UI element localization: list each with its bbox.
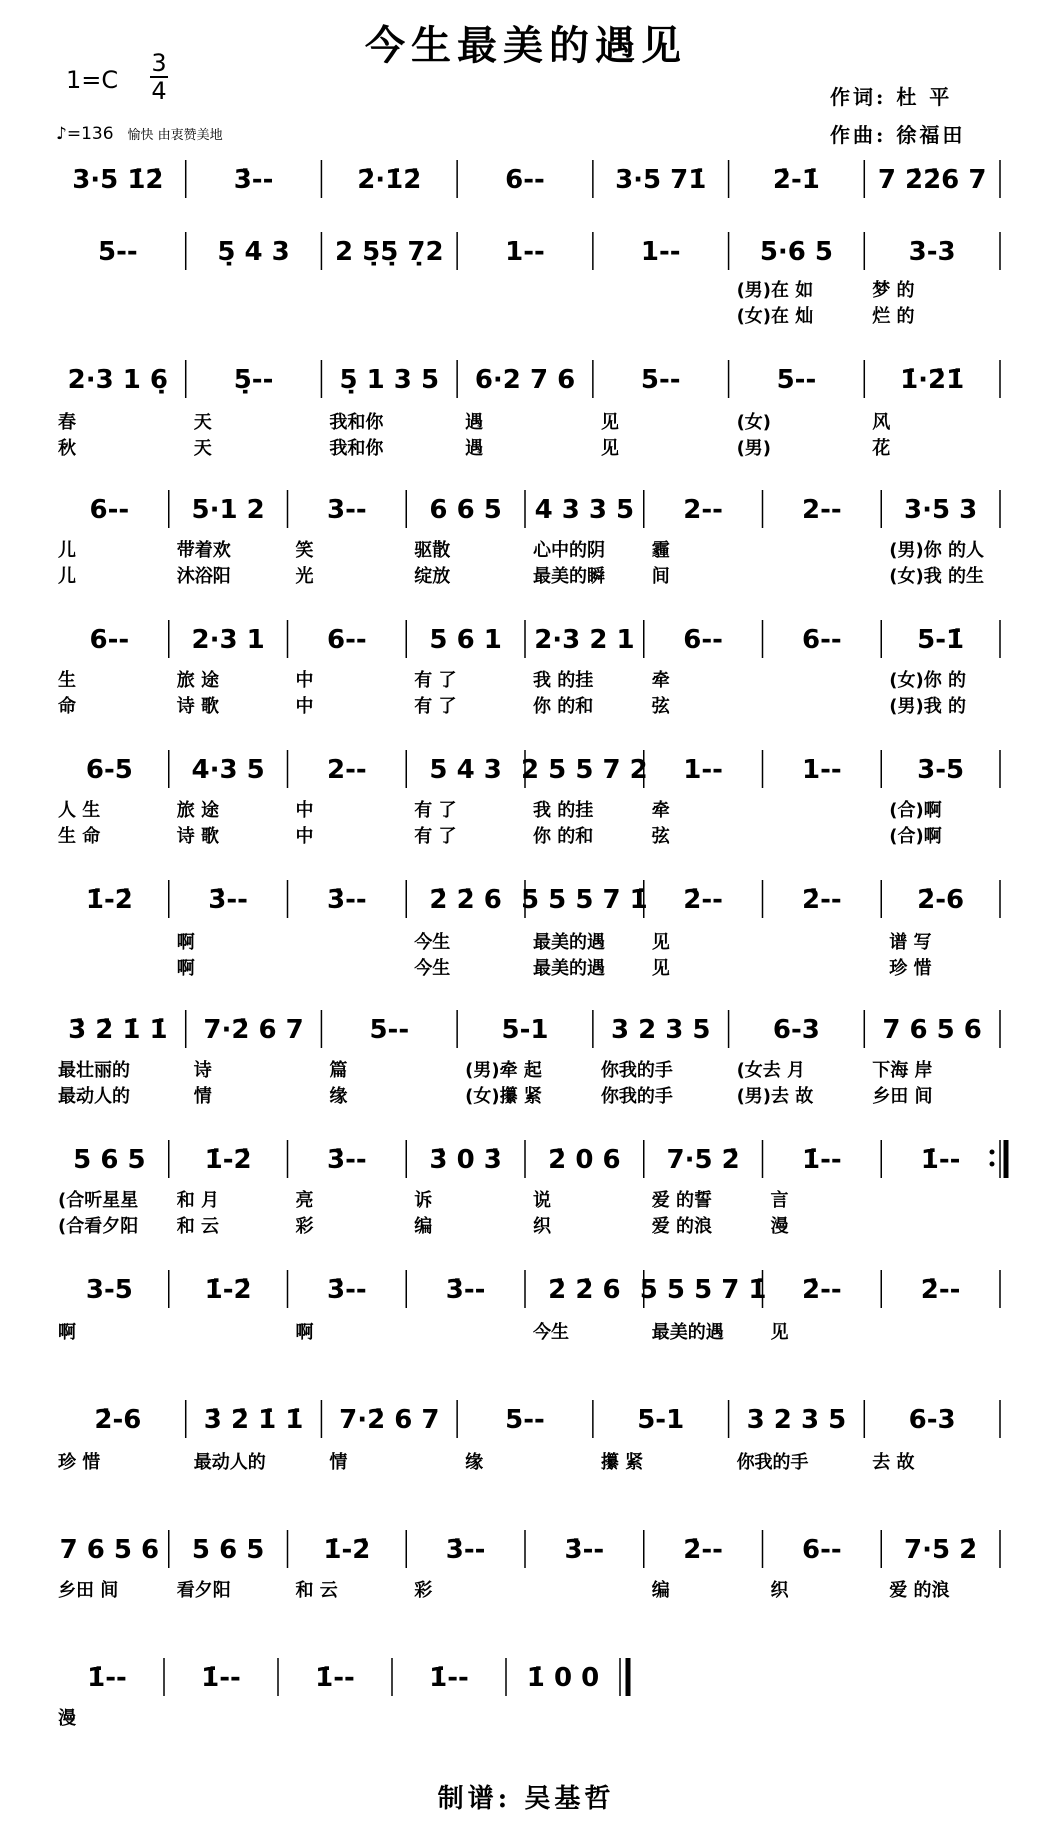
measure-lyric: 弦	[651, 696, 670, 717]
measure-lyric: 和 云	[176, 1216, 220, 1237]
measure-lyric: 人 生	[58, 800, 101, 821]
repeat-dot	[990, 1162, 995, 1167]
measure-notes: 4·3 5	[191, 755, 265, 785]
measure-notes: 1̇--	[429, 1663, 469, 1693]
measure-notes: 1̇--	[87, 1663, 127, 1693]
measure-notes: 5 6 5	[73, 1145, 146, 1175]
measure-notes: 1̇·2̇1̇	[900, 365, 965, 395]
measure-notes: 5 5 5 7 1̇	[639, 1275, 767, 1305]
measure-lyric: (女)你 的	[889, 670, 966, 691]
measure-lyric: (女)我 的生	[889, 566, 984, 587]
measure-lyric: (女)攥 紧	[465, 1086, 542, 1107]
measure-notes: 6--	[683, 625, 723, 655]
measure-lyric: 梦 的	[872, 280, 915, 301]
measure-notes: 6 6 5	[429, 495, 502, 525]
system-3	[58, 360, 1000, 459]
measure-notes: 5̣ 4 3	[217, 237, 290, 267]
measure-lyric: 最美的瞬	[533, 566, 605, 587]
measure-notes: 5-1	[501, 1015, 549, 1045]
measure-lyric: 情	[329, 1452, 348, 1473]
measure-lyric: 诗 歌	[176, 826, 220, 847]
measure-notes: 1̇--	[920, 1145, 961, 1175]
measure-lyric: 我和你	[329, 412, 384, 433]
measure-lyric: 见	[600, 412, 619, 433]
measure-notes: 7 6 5 6	[59, 1535, 160, 1565]
measure-notes: 2·3 1	[191, 625, 265, 655]
song-title: 今生最美的遇见	[365, 22, 687, 69]
system-7	[86, 880, 1000, 979]
measure-notes: 3̇--	[233, 165, 274, 195]
measure-notes: 7 6 5 6	[882, 1015, 982, 1045]
measure-notes: 6--	[89, 625, 130, 655]
measure-notes: 6--	[802, 1535, 842, 1565]
measure-lyric: (女)在 灿	[736, 306, 814, 327]
measure-lyric: 绽放	[414, 566, 451, 587]
measure-notes: 1--	[640, 237, 681, 267]
measure-lyric: 你我的手	[600, 1060, 673, 1081]
measure-notes: 2 5 5 7 2	[521, 755, 648, 785]
measure-lyric: 中	[295, 696, 314, 717]
measure-notes: 5--	[98, 237, 138, 267]
measure-lyric: 诗	[193, 1060, 212, 1081]
measure-lyric: 爱 的浪	[651, 1216, 713, 1237]
measure-lyric: 旅 途	[176, 670, 220, 691]
measure-lyric: 言	[770, 1190, 789, 1211]
measure-notes: 6--	[327, 625, 367, 655]
lyricist: 作词: 杜 平	[830, 85, 953, 109]
measure-notes: 3--	[327, 495, 367, 525]
measure-lyric: 啊	[176, 958, 195, 979]
measure-lyric: 啊	[176, 932, 195, 953]
measure-notes: 2--	[802, 495, 842, 525]
measure-lyric: 你 的和	[533, 696, 594, 717]
measure-notes: 5 5 5 7 1̇	[521, 885, 648, 915]
measure-notes: 3̇ 2̇ 1̇ 1̇	[203, 1405, 304, 1435]
measure-notes: 5 6 5	[191, 1535, 265, 1565]
measure-lyric: 下海 岸	[872, 1060, 933, 1081]
measure-lyric: 有 了	[414, 800, 457, 821]
measure-notes: 3̇--	[208, 885, 248, 915]
measure-lyric: (合)啊	[889, 826, 942, 847]
measure-notes: 3 2 3 5	[610, 1015, 711, 1045]
measure-lyric: (女去 月	[736, 1060, 806, 1081]
measure-notes: 5--	[505, 1405, 545, 1435]
measure-lyric: 见	[770, 1322, 789, 1343]
time-sig-top: 3	[151, 49, 167, 77]
tempo-expression: 愉快 由衷赞美地	[127, 128, 223, 143]
measure-lyric: 遇	[465, 438, 484, 459]
measure-notes: 3-3	[908, 237, 956, 267]
measure-lyric: 漫	[770, 1216, 789, 1237]
measure-lyric: (女)	[736, 412, 772, 433]
system-4	[58, 490, 1000, 587]
measure-notes: 5 6 1	[429, 625, 502, 655]
measure-lyric: 编	[414, 1216, 433, 1237]
measure-notes: 7·2̇ 6 7	[339, 1405, 440, 1435]
measure-notes: 1--	[802, 755, 842, 785]
measure-lyric: 见	[651, 958, 670, 979]
measure-lyric: 天	[193, 412, 212, 433]
measure-lyric: 情	[193, 1086, 212, 1107]
measure-lyric: 最美的遇	[533, 932, 605, 953]
measure-notes: 5·1 2	[191, 495, 265, 525]
measure-notes: 5̣--	[233, 365, 274, 395]
measure-lyric: 儿	[58, 566, 76, 587]
measure-notes: 5·6 5	[759, 237, 834, 267]
measure-notes: 1̇-2̇	[85, 885, 133, 915]
measure-notes: 1̇--	[802, 1145, 842, 1175]
measure-lyric: 最壮丽的	[58, 1060, 130, 1081]
measure-notes: 1̇-2̇	[204, 1275, 252, 1305]
measure-lyric: 缘	[329, 1086, 348, 1107]
measure-lyric: 缘	[465, 1452, 484, 1473]
measure-notes: 3·5 71̇	[615, 165, 707, 195]
measure-lyric: (合)啊	[889, 800, 942, 821]
measure-lyric: (合看夕阳	[58, 1216, 139, 1237]
measure-notes: 2̇-1̇	[772, 165, 820, 195]
measure-lyric: 旅 途	[176, 800, 220, 821]
measure-notes: 6-5	[85, 755, 133, 785]
measure-lyric: 心中的阴	[533, 540, 605, 561]
measure-lyric: 啊	[58, 1322, 76, 1343]
system-13	[58, 1658, 628, 1729]
measure-lyric: 天	[193, 438, 212, 459]
measure-notes: 7·2̇ 6 7	[203, 1015, 304, 1045]
measure-lyric: 中	[295, 826, 314, 847]
measure-lyric: 诉	[414, 1190, 433, 1211]
measure-lyric: 命	[58, 696, 76, 717]
measure-lyric: 光	[295, 566, 314, 587]
measure-notes: 3-5	[85, 1275, 133, 1305]
measure-notes: 2̇ 2̇ 6	[548, 1275, 621, 1305]
measure-lyric: (男)去 故	[736, 1086, 814, 1107]
measure-lyric: 和 月	[176, 1190, 220, 1211]
measure-notes: 2--	[683, 495, 723, 525]
measure-lyric: 沐浴阳	[176, 566, 231, 587]
measure-notes: 5--	[776, 365, 817, 395]
measure-lyric: 你我的手	[600, 1086, 673, 1107]
measure-notes: 1̇-2̇	[204, 1145, 252, 1175]
measure-notes: 1̇--	[201, 1663, 241, 1693]
measure-notes: 2 5̣5̣ 7̣2	[335, 237, 444, 267]
measure-notes: 3̇--	[327, 885, 367, 915]
measure-notes: 2̇·1̇2̇	[357, 165, 422, 195]
measure-notes: 2̇--	[802, 1275, 842, 1305]
measure-lyric: 花	[872, 438, 891, 459]
measure-notes: 3 2 3 5	[746, 1405, 847, 1435]
measure-lyric: 漫	[58, 1708, 76, 1729]
measure-notes: 1̇--	[315, 1663, 355, 1693]
measure-lyric: 今生	[533, 1322, 569, 1343]
measure-lyric: 烂 的	[872, 306, 915, 327]
measure-notes: 2·3 2 1	[534, 625, 635, 655]
measure-notes: 2̇ 0 6	[548, 1145, 621, 1175]
measure-notes: 2̇--	[802, 885, 842, 915]
measure-lyric: 我 的挂	[533, 670, 594, 691]
measure-lyric: 你我的手	[736, 1452, 809, 1473]
system-1	[72, 160, 1000, 198]
system-12	[58, 1530, 1000, 1601]
measure-lyric: 生	[58, 670, 76, 691]
time-sig-bottom: 4	[151, 77, 167, 105]
measure-lyric: 彩	[414, 1580, 433, 1601]
measure-notes: 3̇--	[327, 1145, 367, 1175]
measure-lyric: 和 云	[295, 1580, 338, 1601]
key-signature: 1=C	[66, 66, 119, 94]
measure-lyric: 珍 惜	[58, 1452, 101, 1473]
measure-notes: 3-5	[917, 755, 965, 785]
measure-notes: 3̇--	[445, 1275, 486, 1305]
measure-notes: 5-1	[637, 1405, 685, 1435]
composer: 作曲: 徐福田	[830, 123, 966, 147]
measure-lyric: 你 的和	[533, 826, 594, 847]
measure-notes: 2̇ 2̇ 6	[429, 885, 502, 915]
measure-notes: 2̇--	[683, 1535, 723, 1565]
measure-lyric: 中	[295, 800, 314, 821]
measure-lyric: 织	[533, 1216, 551, 1237]
measure-lyric: 最美的遇	[533, 958, 605, 979]
measure-notes: 4 3 3 5	[534, 495, 635, 525]
measure-notes: 3̇ 2̇ 1̇ 1̇	[68, 1015, 168, 1045]
measure-notes: 3·5 3	[904, 495, 978, 525]
system-5	[58, 620, 1000, 717]
system-11	[58, 1400, 1000, 1473]
measure-notes: 6-3	[772, 1015, 820, 1045]
measure-lyric: 间	[651, 566, 670, 587]
measure-lyric: 弦	[651, 826, 670, 847]
system-8	[58, 1010, 1000, 1107]
measure-notes: 1--	[505, 237, 545, 267]
measure-lyric: 霾	[651, 540, 670, 561]
measure-lyric: 笑	[295, 540, 314, 561]
measure-lyric: 啊	[295, 1322, 314, 1343]
measure-lyric: (男)牵 起	[465, 1060, 542, 1081]
measure-notes: 7·5 2̇	[904, 1535, 978, 1565]
measure-lyric: 中	[295, 670, 314, 691]
measure-lyric: 亮	[295, 1190, 314, 1211]
measure-lyric: 有 了	[414, 670, 457, 691]
system-6	[58, 750, 1000, 847]
measure-lyric: 诗 歌	[176, 696, 220, 717]
measure-notes: 7 2̇2̇6 7	[877, 165, 987, 195]
measure-lyric: 乡田 间	[872, 1086, 933, 1107]
measure-notes: 6·2 7 6	[474, 365, 576, 395]
measure-lyric: 最动人的	[58, 1086, 130, 1107]
measure-notes: 5--	[369, 1015, 410, 1045]
measure-lyric: 编	[651, 1580, 670, 1601]
measure-notes: 2̇--	[920, 1275, 961, 1305]
measure-lyric: 今生	[414, 932, 451, 953]
system-9	[58, 1140, 1006, 1237]
measure-notes: 5--	[640, 365, 681, 395]
measure-lyric: 乡田 间	[58, 1580, 119, 1601]
measure-notes: 5 4 3	[429, 755, 502, 785]
measure-notes: 1̇-2̇	[323, 1535, 371, 1565]
measure-notes: 3̇ 0 3̇	[429, 1145, 502, 1175]
measure-lyric: 我和你	[329, 438, 384, 459]
measure-lyric: 带着欢	[176, 540, 231, 561]
measure-lyric: (男)	[736, 438, 772, 459]
measure-notes: 7·5 2̇	[666, 1145, 740, 1175]
measure-notes: 2̇-6	[94, 1405, 142, 1435]
measure-lyric: 看夕阳	[176, 1580, 231, 1601]
measure-notes: 2--	[327, 755, 367, 785]
measure-lyric: 织	[770, 1580, 789, 1601]
measure-notes: 2̇--	[683, 885, 723, 915]
measure-lyric: 今生	[414, 958, 451, 979]
measure-lyric: 有 了	[414, 826, 457, 847]
measure-lyric: 最美的遇	[651, 1322, 724, 1343]
measure-lyric: 说	[533, 1190, 551, 1211]
measure-lyric: 爱 的誓	[651, 1190, 713, 1211]
measure-lyric: 有 了	[414, 696, 457, 717]
measure-lyric: 篇	[329, 1060, 348, 1081]
measure-lyric: 我 的挂	[533, 800, 594, 821]
measure-notes: 1--	[683, 755, 723, 785]
measure-lyric: 见	[600, 438, 619, 459]
measure-notes: 3̇--	[445, 1535, 486, 1565]
measure-notes: 2·3 1 6̣	[67, 365, 169, 395]
measure-lyric: (合听星星	[58, 1190, 139, 1211]
measure-notes: 3̇--	[327, 1275, 367, 1305]
measure-notes: 6--	[802, 625, 842, 655]
system-2	[98, 232, 1000, 327]
measure-notes: 6--	[89, 495, 130, 525]
measure-lyric: 生 命	[58, 826, 101, 847]
measure-lyric: 见	[651, 932, 670, 953]
measure-lyric: 谱 写	[889, 932, 932, 953]
measure-notes: 2̇-6	[917, 885, 965, 915]
tempo-value: ♪=136	[56, 124, 114, 144]
measure-lyric: 牵	[651, 670, 670, 691]
measure-lyric: 去 故	[872, 1452, 915, 1473]
measure-lyric: 珍 惜	[889, 958, 932, 979]
measure-lyric: 秋	[58, 438, 76, 459]
measure-notes: 6--	[505, 165, 545, 195]
measure-notes: 6-3	[908, 1405, 956, 1435]
measure-lyric: (男)你 的人	[889, 540, 984, 561]
measure-notes: 5̣ 1 3 5	[339, 365, 440, 395]
measure-lyric: (男)我 的	[889, 696, 966, 717]
measure-lyric: 攥 紧	[600, 1452, 644, 1473]
measure-lyric: 驱散	[414, 540, 451, 561]
measure-notes: 5-1̇	[917, 625, 965, 655]
arranger: 制谱: 吴基哲	[437, 1784, 615, 1814]
measure-notes: 3·5 1̇2̇	[72, 165, 164, 195]
measure-notes: 1̇ 0 0	[526, 1663, 600, 1693]
measure-lyric: 彩	[295, 1216, 314, 1237]
measure-lyric: 儿	[58, 540, 76, 561]
measure-lyric: 牵	[651, 800, 670, 821]
measure-lyric: (男)在 如	[736, 280, 814, 301]
measure-notes: 3̇--	[564, 1535, 605, 1565]
measure-lyric: 最动人的	[193, 1452, 266, 1473]
system-10	[58, 1270, 1000, 1343]
measure-lyric: 爱 的浪	[889, 1580, 950, 1601]
repeat-dot	[990, 1150, 995, 1155]
measure-lyric: 风	[872, 412, 891, 433]
measure-lyric: 遇	[465, 412, 484, 433]
measure-lyric: 春	[58, 412, 76, 433]
